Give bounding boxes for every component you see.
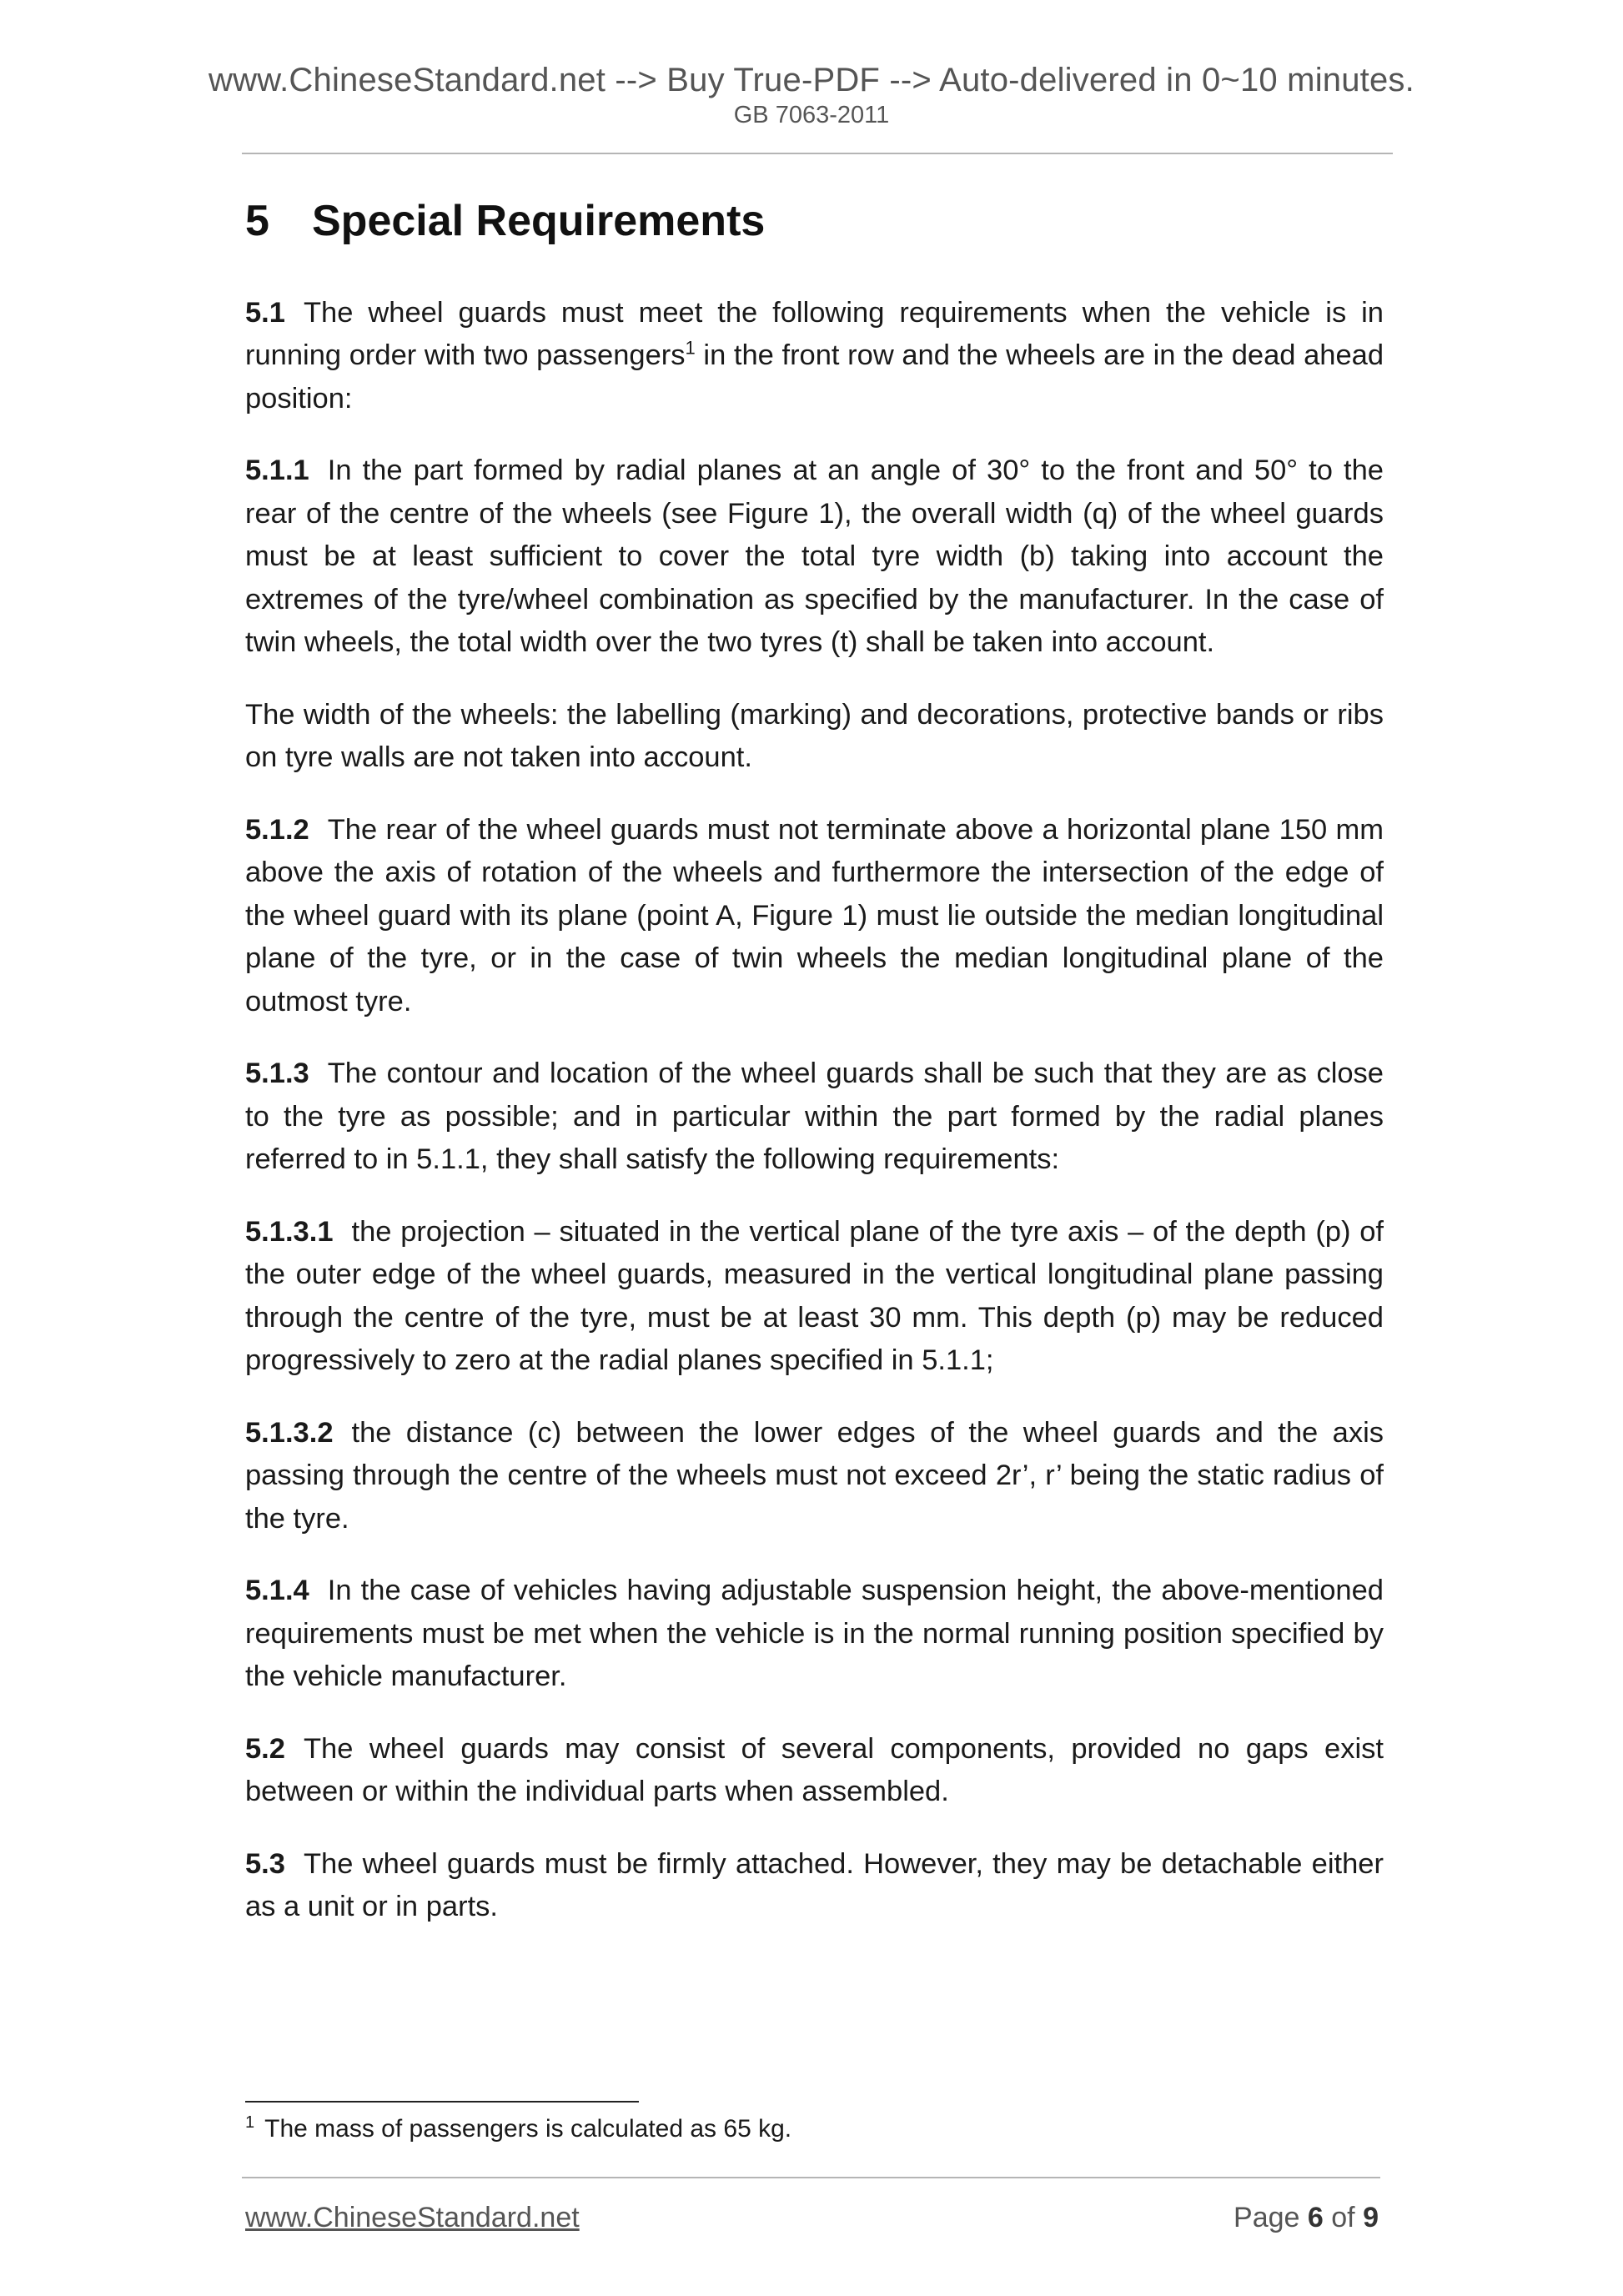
clause-5-1-4 <box>245 1570 1384 1699</box>
footer-site-link[interactable]: www.ChineseStandard.net <box>245 2202 580 2233</box>
clause-5-3 <box>245 1843 1384 1929</box>
section-title: Special Requirements <box>312 197 766 245</box>
clause-number: 5.1.4 <box>245 1575 309 1607</box>
top-banner[interactable]: www.ChineseStandard.net --> Buy True-PDF --> Auto-delivered in 0~10 minutes. <box>209 62 1414 98</box>
clause-5-1-2 <box>245 809 1384 1024</box>
clause-number: 5.1.2 <box>245 813 309 846</box>
footnote-text: The mass of passengers is calculated as 65 kg. <box>264 2115 792 2143</box>
clause-number: 5.1.1 <box>245 455 309 487</box>
page-total: 9 <box>1363 2202 1379 2233</box>
footnote-ref[interactable]: 1 <box>685 337 696 359</box>
clause-text-continued: in the front row and the wheels are in the dead ahead position: <box>245 339 1384 414</box>
clause-5-1 <box>245 292 1384 421</box>
clause-number: 5.1 <box>245 296 285 329</box>
section-number: 5 <box>245 197 269 245</box>
clause-number: 5.1.3 <box>245 1058 309 1090</box>
clause-number: 5.3 <box>245 1847 285 1880</box>
page-prefix: Page <box>1234 2202 1308 2233</box>
clause-text: the projection – situated in the vertical plane of the tyre axis – of the depth (p) of the outer edge of the wheel guards, measured in the vertical longitudinal plane passing through the centre of the tyre, must be at least 30 mm. This depth (p) may be reduced progressively to zero at the radial planes specified in 5.1.1; <box>245 1215 1384 1377</box>
clause-text: the distance (c) between the lower edges of the wheel guards and the axis passing through the centre of the wheels must not exceed 2r’, r’ being the static radius of the tyre. <box>245 1416 1384 1535</box>
clause-text: The contour and location of the wheel guards shall be such that they are as close to the tyre as possible; and in particular within the part formed by the radial planes referred to in 5.1.1, they shall satisfy the following requirements: <box>245 1058 1384 1176</box>
clause-text: The wheel guards may consist of several components, provided no gaps exist between or within the individual parts when assembled. <box>245 1732 1384 1808</box>
clause-5-1-1 <box>245 450 1384 665</box>
clause-text: In the part formed by radial planes at an angle of 30° to the front and 50° to the rear of the centre of the wheels (see Figure 1), the overall width (q) of the wheel guards must be at least sufficient to cover the total tyre width (b) taking into account the extremes of the tyre/wheel combination as specified by the manufacturer. In the case of twin wheels, the total width over the two tyres (t) shall be taken into account. <box>245 455 1384 659</box>
footer-divider <box>242 2177 1380 2178</box>
clause-5-2 <box>245 1728 1384 1814</box>
page-body <box>245 193 1384 1958</box>
page-mid: of <box>1323 2202 1364 2233</box>
clause-text: The wheel guards must meet the following requirements when the vehicle is in running order with two passengers <box>245 296 1384 372</box>
clause-text: In the case of vehicles having adjustable suspension height, the above-mentioned requirements must be met when the vehicle is in the normal running position specified by the vehicle manufacturer. <box>245 1575 1384 1693</box>
clause-text: The wheel guards must be firmly attached. However, they may be detachable either as a unit or in parts. <box>245 1847 1384 1923</box>
footnote-marker: 1 <box>245 2113 255 2132</box>
clause-text: The rear of the wheel guards must not terminate above a horizontal plane 150 mm above the axis of rotation of the wheels and furthermore the intersection of the edge of the wheel guard with its plane (point A, Figure 1) must lie outside the median longitudinal plane of the tyre, or in the case of twin wheels the median longitudinal plane of the outmost tyre. <box>245 813 1384 1017</box>
clause-5-1-1-note <box>245 694 1384 780</box>
footnote <box>245 2115 791 2143</box>
clause-number: 5.2 <box>245 1732 285 1765</box>
clause-5-1-3 <box>245 1053 1384 1182</box>
clause-number: 5.1.3.1 <box>245 1215 334 1248</box>
section-heading <box>245 193 1384 250</box>
header-divider <box>242 153 1393 154</box>
clause-number: 5.1.3.2 <box>245 1416 334 1449</box>
clause-5-1-3-2 <box>245 1412 1384 1541</box>
footnote-divider <box>245 2101 639 2103</box>
clause-text: The width of the wheels: the labelling (marking) and decorations, protective bands or ribs on tyre walls are not taken into account. <box>245 698 1384 774</box>
page-current: 6 <box>1307 2202 1324 2233</box>
clause-5-1-3-1 <box>245 1211 1384 1383</box>
page-indicator <box>1234 2202 1379 2234</box>
standard-code: GB 7063-2011 <box>733 102 890 128</box>
